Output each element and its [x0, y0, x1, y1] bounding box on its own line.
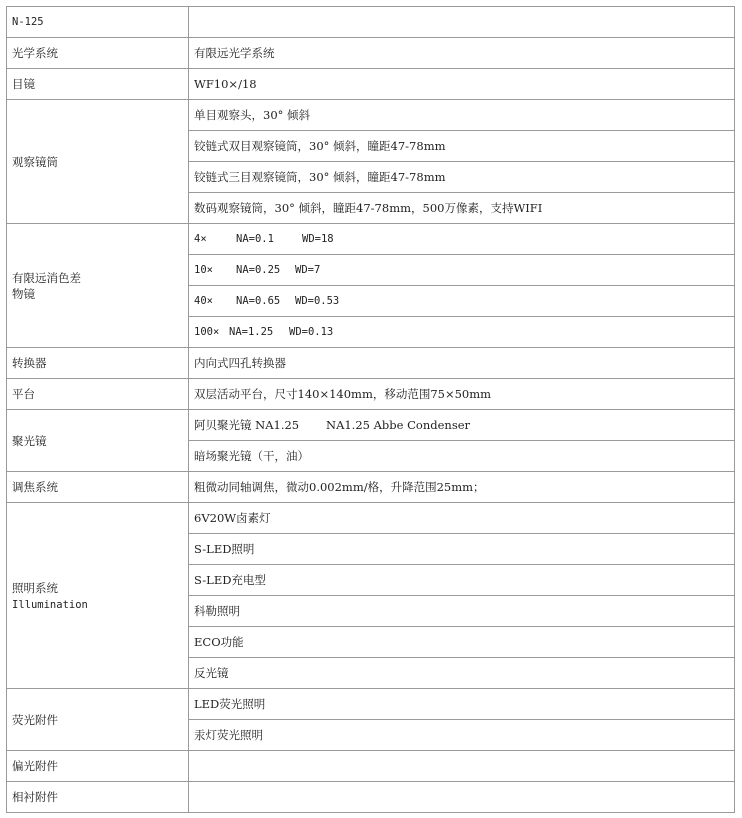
table-row: [7, 100, 735, 131]
objective-value: [189, 286, 735, 317]
illumination-label-cn: 照明系统: [12, 581, 58, 595]
table-row: [7, 782, 735, 813]
illumination-value: ECO功能: [189, 627, 735, 658]
viewing-tube-value: 数码观察镜筒，30° 倾斜，瞳距47-78mm，500万像素，支持WIFI: [189, 193, 735, 224]
table-row: [7, 503, 735, 534]
table-row: [7, 348, 735, 379]
objective-wd: WD=0.13: [289, 326, 334, 338]
table-row: [7, 410, 735, 441]
fluorescence-value: LED荧光照明: [189, 689, 735, 720]
phase-contrast-value: [189, 782, 735, 813]
model-value: [189, 7, 735, 38]
polarizing-value: [189, 751, 735, 782]
objective-wd: WD=0.53: [295, 295, 340, 307]
optical-system-label: 光学系统: [7, 38, 189, 69]
nosepiece-label: 转换器: [7, 348, 189, 379]
objective-na: NA=0.1: [236, 233, 274, 245]
objective-na: NA=0.65: [236, 295, 281, 307]
illumination-value: S-LED照明: [189, 534, 735, 565]
focus-system-label: 调焦系统: [7, 472, 189, 503]
eyepiece-value: WF10×/18: [189, 69, 735, 100]
condenser-label: 聚光镜: [7, 410, 189, 472]
objective-mag: 40×: [194, 295, 213, 307]
stage-label: 平台: [7, 379, 189, 410]
objective-wd: WD=18: [302, 233, 334, 245]
illumination-value: 6V20W卤素灯: [189, 503, 735, 534]
table-row: [7, 224, 735, 255]
table-row: [7, 379, 735, 410]
optical-system-value: 有限远光学系统: [189, 38, 735, 69]
spec-table: [6, 6, 735, 813]
table-row: [7, 472, 735, 503]
illumination-label: [7, 503, 189, 689]
model-label: N-125: [7, 7, 189, 38]
viewing-tube-value: 铰链式双目观察镜筒，30° 倾斜，瞳距47-78mm: [189, 131, 735, 162]
objective-mag: 100×: [194, 326, 220, 338]
objective-value: [189, 317, 735, 348]
condenser-cn: 阿贝聚光镜 NA1.25: [194, 418, 300, 432]
illumination-value: 反光镜: [189, 658, 735, 689]
table-row: [7, 751, 735, 782]
eyepiece-label: 目镜: [7, 69, 189, 100]
objective-wd: WD=7: [295, 264, 321, 276]
objective-na: NA=0.25: [236, 264, 281, 276]
illumination-value: S-LED充电型: [189, 565, 735, 596]
focus-system-value: 粗微动同轴调焦，微动0.002mm/格，升降范围25mm；: [189, 472, 735, 503]
condenser-en: NA1.25 Abbe Condenser: [326, 418, 471, 432]
table-row: [7, 689, 735, 720]
polarizing-label: 偏光附件: [7, 751, 189, 782]
table-row: [7, 38, 735, 69]
objective-mag: 10×: [194, 264, 213, 276]
viewing-tube-value: 单目观察头，30° 倾斜: [189, 100, 735, 131]
stage-value: 双层活动平台，尺寸140×140mm，移动范围75×50mm: [189, 379, 735, 410]
table-row: [7, 7, 735, 38]
illumination-value: 科勒照明: [189, 596, 735, 627]
objective-value: [189, 255, 735, 286]
viewing-tube-label: 观察镜筒: [7, 100, 189, 224]
objective-na: NA=1.25: [229, 326, 274, 338]
illumination-label-en: Illumination: [12, 599, 88, 611]
viewing-tube-value: 铰链式三目观察镜筒，30° 倾斜，瞳距47-78mm: [189, 162, 735, 193]
condenser-value: [189, 410, 735, 441]
condenser-value: 暗场聚光镜（干，油）: [189, 441, 735, 472]
phase-contrast-label: 相衬附件: [7, 782, 189, 813]
objective-mag: 4×: [194, 233, 207, 245]
objective-label: [7, 224, 189, 348]
nosepiece-value: 内向式四孔转换器: [189, 348, 735, 379]
table-row: [7, 69, 735, 100]
objective-label-line2: 物镜: [12, 286, 35, 301]
fluorescence-label: 荧光附件: [7, 689, 189, 751]
fluorescence-value: 汞灯荧光照明: [189, 720, 735, 751]
objective-value: [189, 224, 735, 255]
objective-label-line1: 有限远消色差: [12, 270, 81, 285]
